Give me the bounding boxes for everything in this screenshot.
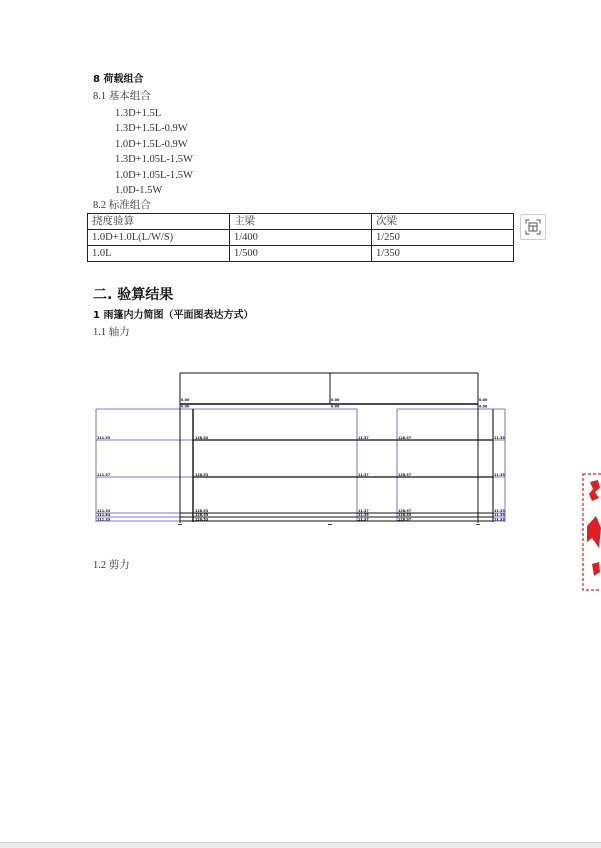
canopy-force-diagram-title: 1 雨篷内力简图（平面图表达方式） (93, 310, 254, 321)
axial-value-label: 11.37 (358, 509, 369, 513)
diagram-black-frame (178, 373, 493, 525)
axial-value-label: 11.33 (494, 517, 505, 522)
table-header-cell: 次梁 (372, 214, 514, 230)
axial-value-label: 128.97 (398, 473, 412, 477)
axial-force-title: 1.1 轴力 (93, 327, 130, 338)
table-header-row (88, 214, 514, 230)
axial-value-label: 0.00 (331, 398, 340, 402)
table-cell: 1.0L (88, 246, 230, 262)
table-cell: 1/400 (230, 230, 372, 246)
load-combination-item: 1.0D+1.05L-1.5W (115, 170, 193, 181)
axial-value-label: 128.97 (398, 436, 412, 440)
load-combination-item: 1.0D+1.5L-0.9W (115, 139, 188, 150)
load-combination-item: 1.3D+1.5L (115, 108, 162, 119)
axial-value-label: 111.33 (97, 517, 111, 522)
axial-value-label: 0.00 (331, 404, 340, 409)
axial-value-label: 128.53 (195, 517, 209, 522)
axial-value-label: 11.37 (358, 436, 369, 440)
basic-combination-title: 8.1 基本组合 (93, 91, 151, 102)
axial-value-label: 111.57 (97, 473, 111, 477)
axial-value-label: 11.37 (358, 473, 369, 477)
axial-value-label: 128.53 (195, 473, 209, 477)
load-combination-item: 1.3D+1.5L-0.9W (115, 123, 188, 134)
load-combination-item: 1.0D-1.5W (115, 185, 163, 196)
axial-value-label: 11.35 (358, 513, 369, 517)
axial-value-label: 111.33 (97, 436, 111, 440)
table-cell: 1.0D+1.0L(L/W/S) (88, 230, 230, 246)
axial-force-labels (97, 398, 505, 522)
axial-value-label: 11.33 (494, 509, 505, 513)
axial-value-label: 111.64 (97, 513, 111, 517)
table-header-cell: 主梁 (230, 214, 372, 230)
axial-value-label: 11.37 (358, 517, 369, 522)
axial-value-label: 11.33 (494, 473, 505, 477)
shear-force-title: 1.2 剪力 (93, 560, 130, 571)
axial-value-label: 11.33 (494, 436, 505, 440)
table-header-cell: 挠度验算 (88, 214, 230, 230)
table-row (88, 230, 514, 246)
axial-value-label: 111.33 (97, 509, 111, 513)
axial-value-label: 0.00 (181, 404, 190, 409)
page-bottom-edge (0, 842, 601, 848)
axial-value-label: 0.00 (479, 398, 488, 402)
diagram-purple-outline (96, 409, 505, 522)
axial-value-label: 128.97 (398, 509, 412, 513)
table-extract-icon (525, 219, 541, 235)
axial-value-label: 128.55 (195, 513, 209, 517)
table-cell: 1/500 (230, 246, 372, 262)
red-seal-stamp (578, 468, 601, 594)
table-row (88, 246, 514, 262)
section-8-title: 8 荷载组合 (93, 74, 144, 85)
table-extract-button[interactable] (520, 214, 546, 240)
axial-value-label: 128.55 (398, 513, 412, 517)
axial-value-label: 128.53 (195, 509, 209, 513)
axial-force-diagram (90, 365, 510, 530)
deflection-check-table (87, 213, 514, 262)
table-cell: 1/250 (372, 230, 514, 246)
axial-value-label: 11.35 (494, 513, 505, 517)
load-combination-item: 1.3D+1.05L-1.5W (115, 154, 193, 165)
axial-value-label: 0.00 (181, 398, 190, 402)
table-cell: 1/350 (372, 246, 514, 262)
results-title: 二. 验算结果 (93, 287, 174, 303)
axial-value-label: 0.00 (479, 404, 488, 409)
standard-combination-title: 8.2 标准组合 (93, 200, 151, 211)
axial-value-label: 128.97 (398, 517, 412, 522)
axial-value-label: 128.53 (195, 436, 209, 440)
